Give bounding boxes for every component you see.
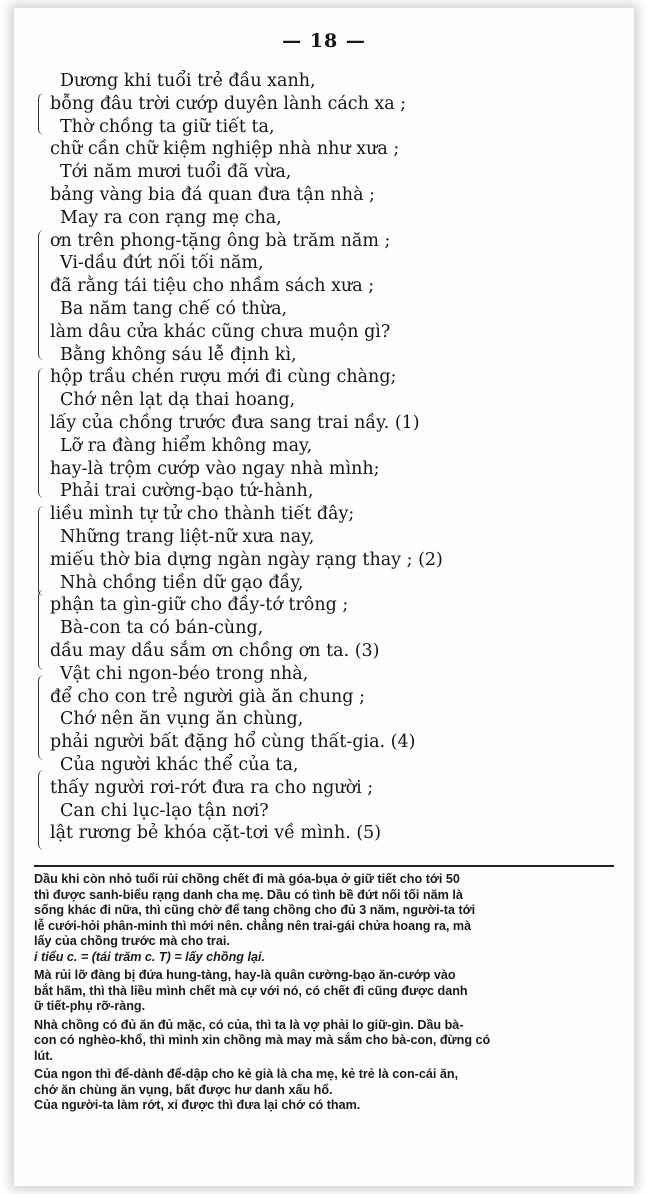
footnotes — [34, 872, 622, 1114]
poem-line: Bằng không sáu lễ định kì, — [60, 344, 297, 365]
footnote-line: Của người-ta làm rớt, xỉ được thì đưa lại chớ có tham. — [34, 1098, 361, 1112]
bracket — [38, 230, 47, 360]
poem-line: miếu thờ bia dựng ngàn ngày rạng thay ; (2) — [50, 549, 443, 570]
poem — [50, 70, 620, 845]
poem-line: Tới năm mươi tuổi đã vừa, — [60, 162, 292, 183]
footnote-line: ữ tiết-phụ rỡ-ràng. — [34, 999, 146, 1013]
poem-line: hay-là trộm cướp vào ngay nhà mình; — [50, 458, 380, 479]
book-page — [14, 8, 634, 1186]
bracket — [38, 675, 47, 760]
footnote-line: Nhà chồng có đủ ăn đủ mặc, có của, thì ta là vợ phải lo giữ-gìn. Dầu bà- — [34, 1017, 464, 1032]
poem-line: thấy người rơi-rớt đưa ra cho người ; — [50, 777, 374, 798]
poem-line: lật rương bẻ khóa cặt-tơi về mình. (5) — [50, 823, 382, 844]
footnote-line: chớ ăn chùng ăn vụng, bất được hư danh xấu hổ. — [34, 1082, 333, 1097]
page-number: — 18 — — [282, 30, 366, 52]
poem-line: Ba năm tang chế có thừa, — [60, 298, 288, 319]
poem-line: chữ cần chữ kiệm nghiệp nhà như xưa ; — [50, 139, 400, 160]
poem-line: Thờ chồng ta giữ tiết ta, — [60, 116, 275, 137]
poem-line: bảng vàng bia đá quan đưa tận nhà ; — [50, 184, 375, 205]
bracket — [38, 368, 47, 498]
bracket — [38, 590, 47, 670]
poem-line: hộp trầu chén rượu mới đi cùng chàng; — [50, 367, 397, 388]
poem-line: Vi-dầu đứt nối tối năm, — [60, 253, 264, 274]
footnote-line: lút. — [34, 1048, 53, 1063]
poem-line: phải người bất đặng hổ cùng thất-gia. (4) — [50, 732, 416, 753]
footnote-line: Dầu khi còn nhỏ tuổi rủi chồng chết đi mà góa-bụa ở giữ tiết cho tới 50 — [34, 872, 460, 886]
footnote-line: bắt hãm, thì thà liều mình chết mà cự với nó, có chết đi cũng được danh — [34, 983, 468, 998]
footnote-line: Mà rủi lỡ đàng bị đứa hung-tàng, hay-là quân cường-bạo ăn-cướp vào — [34, 968, 456, 982]
footnote-line: con có nghèo-khổ, thì mình xin chồng mà may mà sắm cho bà-con, đừng có — [34, 1033, 491, 1047]
poem-line: để cho con trẻ người già ăn chung ; — [50, 686, 365, 707]
poem-line: đã rằng tái tiệu cho nhầm sách xưa ; — [50, 276, 375, 297]
footnote-divider — [34, 865, 614, 867]
poem-line: Bà-con ta có bán-cùng, — [60, 618, 264, 639]
footnote-line: sống khác đi nữa, thì cũng chờ để tang chồng cho đủ 3 năm, người-ta tới — [34, 903, 476, 917]
poem-line: Nhà chồng tiền dữ gạo đầy, — [60, 572, 304, 593]
footnote-line: lấy của chồng trước mà cho trai. — [34, 934, 230, 948]
footnote-line: lễ cưới-hỏi phân-minh thì mới nên. chẳng nên trai-gái chửa hoang ra, mà — [34, 918, 472, 933]
bracket — [38, 506, 47, 596]
footnote-line: i tiểu c. = (tái trăm c. T) = lấy chồng lại. — [34, 949, 265, 964]
poem-line: ơn trên phong-tặng ông bà trăm năm ; — [50, 230, 391, 251]
poem-line: phận ta gìn-giữ cho đầy-tớ trông ; — [50, 595, 349, 616]
poem-line: Lỡ ra đàng hiểm không may, — [60, 435, 313, 456]
poem-line: Những trang liệt-nữ xưa nay, — [60, 526, 315, 547]
poem-line: May ra con rạng mẹ cha, — [60, 207, 282, 228]
poem-line: bỗng đâu trời cướp duyên lành cách xa ; — [50, 93, 407, 114]
poem-line: Của người khác thể của ta, — [60, 754, 299, 775]
poem-line: dầu may dầu sắm ơn chồng ơn ta. (3) — [50, 640, 380, 661]
poem-line: Can chi lục-lạo tận nơi? — [60, 800, 269, 821]
bracket — [38, 770, 47, 850]
poem-line: Dương khi tuổi trẻ đầu xanh, — [60, 71, 316, 91]
poem-line: làm dâu cửa khác cũng chưa muộn gì? — [50, 321, 391, 342]
footnote-line: Của ngon thì để-dành để-dập cho kẻ già là cha mẹ, kẻ trẻ là con-cái ăn, — [34, 1067, 459, 1081]
poem-line: Chớ nên lạt dạ thai hoang, — [60, 390, 296, 411]
poem-line: Vật chi ngon-béo trong nhà, — [60, 663, 309, 684]
poem-line: Chớ nên ăn vụng ăn chùng, — [60, 709, 304, 730]
poem-line: liều mình tự tử cho thành tiết đây; — [50, 504, 355, 525]
footnote-line: thì được sanh-biểu rạng danh cha mẹ. Dầu có tình bề đứt nối tối năm là — [34, 887, 463, 902]
bracket — [38, 93, 47, 135]
poem-line: Phải trai cường-bạo tứ-hành, — [60, 481, 314, 502]
poem-line: lấy của chồng trước đưa sang trai nầy. (1) — [50, 412, 420, 433]
